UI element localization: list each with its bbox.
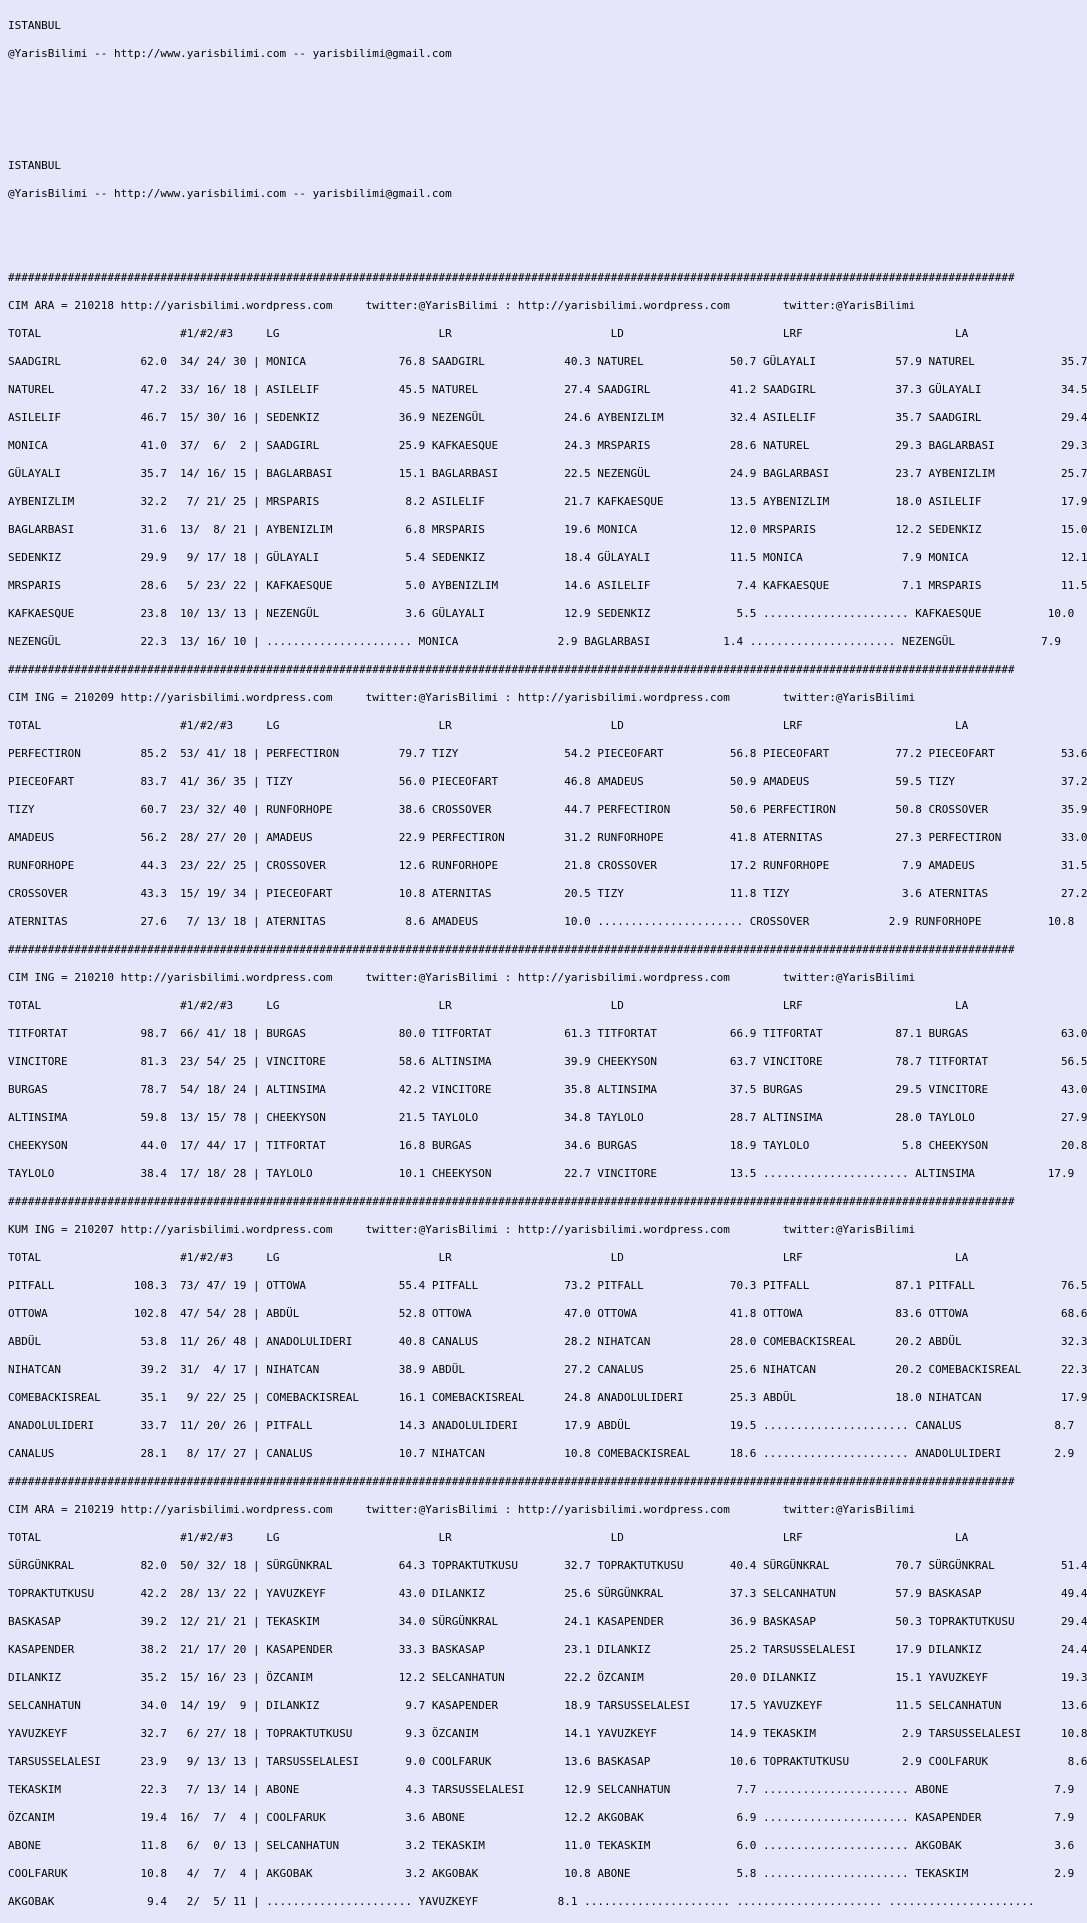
table-row: CHEEKYSON 44.0 17/ 44/ 17 | TITFORTAT 16.8 BURGAS 34.6 BURGAS 18.9 TAYLOLO 5.8 CHEEKYSON 20.8 — [8, 1139, 1087, 1152]
text-line: @YarisBilimi -- http://www.yarisbilimi.com -- yarisbilimi@gmail.com — [8, 47, 452, 60]
column-header: TOTAL #1/#2/#3 LG LR LD LRF LA — [8, 327, 969, 340]
race-header: KUM ING = 210207 http://yarisbilimi.wordpress.com twitter:@YarisBilimi : http://yarisbilimi.wordpress.com twitter:@YarisBilimi — [8, 1223, 916, 1236]
text-line: @YarisBilimi -- http://www.yarisbilimi.com -- yarisbilimi@gmail.com — [8, 187, 452, 200]
table-row: BAGLARBASI 31.6 13/ 8/ 21 | AYBENIZLIM 6.8 MRSPARIS 19.6 MONICA 12.0 MRSPARIS 12.2 SEDENKIZ 15.0 — [8, 523, 1087, 536]
table-row: GÜLAYALI 35.7 14/ 16/ 15 | BAGLARBASI 15.1 BAGLARBASI 22.5 NEZENGÜL 24.9 BAGLARBASI 23.7 AYBENIZLIM 25.7 — [8, 467, 1087, 480]
race-header: CIM ING = 210210 http://yarisbilimi.wordpress.com twitter:@YarisBilimi : http://yarisbilimi.wordpress.com twitter:@YarisBilimi — [8, 971, 916, 984]
separator-line: ######################################################################################################################################################## — [8, 663, 1015, 676]
text-line — [8, 103, 1073, 117]
table-row: AMADEUS 56.2 28/ 27/ 20 | AMADEUS 22.9 PERFECTIRON 31.2 RUNFORHOPE 41.8 ATERNITAS 27.3 PERFECTIRON 33.0 — [8, 831, 1087, 844]
table-row: KASAPENDER 38.2 21/ 17/ 20 | KASAPENDER 33.3 BASKASAP 23.1 DILANKIZ 25.2 TARSUSSELALESI 17.9 DILANKIZ 24.4 — [8, 1643, 1087, 1656]
table-row: RUNFORHOPE 44.3 23/ 22/ 25 | CROSSOVER 12.6 RUNFORHOPE 21.8 CROSSOVER 17.2 RUNFORHOPE 7.9 AMADEUS 31.5 — [8, 859, 1087, 872]
separator-line: ######################################################################################################################################################## — [8, 943, 1015, 956]
column-header: TOTAL #1/#2/#3 LG LR LD LRF LA — [8, 999, 969, 1012]
table-row: COMEBACKISREAL 35.1 9/ 22/ 25 | COMEBACKISREAL 16.1 COMEBACKISREAL 24.8 ANADOLULIDERI 25.3 ABDÜL 18.0 NIHATCAN 17.9 — [8, 1391, 1087, 1404]
text-line — [8, 131, 1073, 145]
table-row: MRSPARIS 28.6 5/ 23/ 22 | KAFKAESQUE 5.0 AYBENIZLIM 14.6 ASILELIF 7.4 KAFKAESQUE 7.1 MRSPARIS 11.5 — [8, 579, 1087, 592]
table-row: NATUREL 47.2 33/ 16/ 18 | ASILELIF 45.5 NATUREL 27.4 SAADGIRL 41.2 SAADGIRL 37.3 GÜLAYALI 34.5 — [8, 383, 1087, 396]
table-row: TIZY 60.7 23/ 32/ 40 | RUNFORHOPE 38.6 CROSSOVER 44.7 PERFECTIRON 50.6 PERFECTIRON 50.8 CROSSOVER 35.9 — [8, 803, 1087, 816]
separator-line: ######################################################################################################################################################## — [8, 1195, 1015, 1208]
table-row: KAFKAESQUE 23.8 10/ 13/ 13 | NEZENGÜL 3.6 GÜLAYALI 12.9 SEDENKIZ 5.5 ...................... KAFKAESQUE 10.0 — [8, 607, 1075, 620]
table-row: CROSSOVER 43.3 15/ 19/ 34 | PIECEOFART 10.8 ATERNITAS 20.5 TIZY 11.8 TIZY 3.6 ATERNITAS 27.2 — [8, 887, 1087, 900]
race-header: CIM ARA = 210219 http://yarisbilimi.wordpress.com twitter:@YarisBilimi : http://yarisbilimi.wordpress.com twitter:@YarisBilimi — [8, 1503, 916, 1516]
table-row: AYBENIZLIM 32.2 7/ 21/ 25 | MRSPARIS 8.2 ASILELIF 21.7 KAFKAESQUE 13.5 AYBENIZLIM 18.0 ASILELIF 17.9 — [8, 495, 1087, 508]
table-row: NIHATCAN 39.2 31/ 4/ 17 | NIHATCAN 38.9 ABDÜL 27.2 CANALUS 25.6 NIHATCAN 20.2 COMEBACKISREAL 22.3 — [8, 1363, 1087, 1376]
separator-line: ######################################################################################################################################################## — [8, 1475, 1015, 1488]
table-row: OTTOWA 102.8 47/ 54/ 28 | ABDÜL 52.8 OTTOWA 47.0 OTTOWA 41.8 OTTOWA 83.6 OTTOWA 68.6 — [8, 1307, 1087, 1320]
table-row: TITFORTAT 98.7 66/ 41/ 18 | BURGAS 80.0 TITFORTAT 61.3 TITFORTAT 66.9 TITFORTAT 87.1 BURGAS 63.0 — [8, 1027, 1087, 1040]
separator-line: ######################################################################################################################################################## — [8, 271, 1015, 284]
table-row: BASKASAP 39.2 12/ 21/ 21 | TEKASKIM 34.0 SÜRGÜNKRAL 24.1 KASAPENDER 36.9 BASKASAP 50.3 TOPRAKTUTKUSU 29.4 — [8, 1615, 1087, 1628]
table-row: MONICA 41.0 37/ 6/ 2 | SAADGIRL 25.9 KAFKAESQUE 24.3 MRSPARIS 28.6 NATUREL 29.3 BAGLARBASI 29.3 — [8, 439, 1087, 452]
text-line: ISTANBUL — [8, 19, 61, 32]
table-row: ALTINSIMA 59.8 13/ 15/ 78 | CHEEKYSON 21.5 TAYLOLO 34.8 TAYLOLO 28.7 ALTINSIMA 28.0 TAYLOLO 27.9 — [8, 1111, 1087, 1124]
table-row: SELCANHATUN 34.0 14/ 19/ 9 | DILANKIZ 9.7 KASAPENDER 18.9 TARSUSSELALESI 17.5 YAVUZKEYF 11.5 SELCANHATUN 13.6 — [8, 1699, 1087, 1712]
table-row: ABONE 11.8 6/ 0/ 13 | SELCANHATUN 3.2 TEKASKIM 11.0 TEKASKIM 6.0 ...................... AKGOBAK 3.6 — [8, 1839, 1075, 1852]
table-row: COOLFARUK 10.8 4/ 7/ 4 | AKGOBAK 3.2 AKGOBAK 10.8 ABONE 5.8 ...................... TEKASKIM 2.9 — [8, 1867, 1075, 1880]
table-row: ANADOLULIDERI 33.7 11/ 20/ 26 | PITFALL 14.3 ANADOLULIDERI 17.9 ABDÜL 19.5 ...................... CANALUS 8.7 — [8, 1419, 1075, 1432]
table-row: CANALUS 28.1 8/ 17/ 27 | CANALUS 10.7 NIHATCAN 10.8 COMEBACKISREAL 18.6 ...................... ANADOLULIDERI 2.9 — [8, 1447, 1075, 1460]
table-row: SÜRGÜNKRAL 82.0 50/ 32/ 18 | SÜRGÜNKRAL 64.3 TOPRAKTUTKUSU 32.7 TOPRAKTUTKUSU 40.4 SÜRGÜNKRAL 70.7 SÜRGÜNKRAL 51.4 — [8, 1559, 1087, 1572]
column-header: TOTAL #1/#2/#3 LG LR LD LRF LA — [8, 1251, 969, 1264]
column-header: TOTAL #1/#2/#3 LG LR LD LRF LA — [8, 1531, 969, 1544]
table-row: TARSUSSELALESI 23.9 9/ 13/ 13 | TARSUSSELALESI 9.0 COOLFARUK 13.6 BASKASAP 10.6 TOPRAKTUTKUSU 2.9 COOLFARUK 8.6 — [8, 1755, 1087, 1768]
table-row: TOPRAKTUTKUSU 42.2 28/ 13/ 22 | YAVUZKEYF 43.0 DILANKIZ 25.6 SÜRGÜNKRAL 37.3 SELCANHATUN 57.9 BASKASAP 49.4 — [8, 1587, 1087, 1600]
text-line — [8, 243, 1073, 257]
table-row: PERFECTIRON 85.2 53/ 41/ 18 | PERFECTIRON 79.7 TIZY 54.2 PIECEOFART 56.8 PIECEOFART 77.2 PIECEOFART 53.6 — [8, 747, 1087, 760]
table-row: BURGAS 78.7 54/ 18/ 24 | ALTINSIMA 42.2 VINCITORE 35.8 ALTINSIMA 37.5 BURGAS 29.5 VINCITORE 43.0 — [8, 1083, 1087, 1096]
table-row: AKGOBAK 9.4 2/ 5/ 11 | ...................... YAVUZKEYF 8.1 ...................... ...................... ...................... — [8, 1895, 1035, 1908]
table-row: SAADGIRL 62.0 34/ 24/ 30 | MONICA 76.8 SAADGIRL 40.3 NATUREL 50.7 GÜLAYALI 57.9 NATUREL 35.7 — [8, 355, 1087, 368]
table-row: ATERNITAS 27.6 7/ 13/ 18 | ATERNITAS 8.6 AMADEUS 10.0 ...................... CROSSOVER 2.9 RUNFORHOPE 10.8 — [8, 915, 1075, 928]
table-row: ASILELIF 46.7 15/ 30/ 16 | SEDENKIZ 36.9 NEZENGÜL 24.6 AYBENIZLIM 32.4 ASILELIF 35.7 SAADGIRL 29.4 — [8, 411, 1087, 424]
table-row: PIECEOFART 83.7 41/ 36/ 35 | TIZY 56.0 PIECEOFART 46.8 AMADEUS 50.9 AMADEUS 59.5 TIZY 37.2 — [8, 775, 1087, 788]
table-row: TAYLOLO 38.4 17/ 18/ 28 | TAYLOLO 10.1 CHEEKYSON 22.7 VINCITORE 13.5 ...................... ALTINSIMA 17.9 — [8, 1167, 1075, 1180]
table-row: NEZENGÜL 22.3 13/ 16/ 10 | ...................... MONICA 2.9 BAGLARBASI 1.4 ...................... NEZENGÜL 7.9 — [8, 635, 1061, 648]
text-line: ISTANBUL — [8, 159, 61, 172]
column-header: TOTAL #1/#2/#3 LG LR LD LRF LA — [8, 719, 969, 732]
race-header: CIM ING = 210209 http://yarisbilimi.wordpress.com twitter:@YarisBilimi : http://yarisbilimi.wordpress.com twitter:@YarisBilimi — [8, 691, 916, 704]
table-row: ABDÜL 53.8 11/ 26/ 48 | ANADOLULIDERI 40.8 CANALUS 28.2 NIHATCAN 28.0 COMEBACKISREAL 20.2 ABDÜL 32.3 — [8, 1335, 1087, 1348]
race-header: CIM ARA = 210218 http://yarisbilimi.wordpress.com twitter:@YarisBilimi : http://yarisbilimi.wordpress.com twitter:@YarisBilimi — [8, 299, 916, 312]
text-line — [8, 75, 1073, 89]
table-row: SEDENKIZ 29.9 9/ 17/ 18 | GÜLAYALI 5.4 SEDENKIZ 18.4 GÜLAYALI 11.5 MONICA 7.9 MONICA 12.1 — [8, 551, 1087, 564]
table-row: ÖZCANIM 19.4 16/ 7/ 4 | COOLFARUK 3.6 ABONE 12.2 AKGOBAK 6.9 ...................... KASAPENDER 7.9 — [8, 1811, 1075, 1824]
table-row: YAVUZKEYF 32.7 6/ 27/ 18 | TOPRAKTUTKUSU 9.3 ÖZCANIM 14.1 YAVUZKEYF 14.9 TEKASKIM 2.9 TARSUSSELALESI 10.8 — [8, 1727, 1087, 1740]
table-row: DILANKIZ 35.2 15/ 16/ 23 | ÖZCANIM 12.2 SELCANHATUN 22.2 ÖZCANIM 20.0 DILANKIZ 15.1 YAVUZKEYF 19.3 — [8, 1671, 1087, 1684]
table-row: PITFALL 108.3 73/ 47/ 19 | OTTOWA 55.4 PITFALL 73.2 PITFALL 70.3 PITFALL 87.1 PITFALL 76.5 — [8, 1279, 1087, 1292]
table-row: TEKASKIM 22.3 7/ 13/ 14 | ABONE 4.3 TARSUSSELALESI 12.9 SELCANHATUN 7.7 ...................... ABONE 7.9 — [8, 1783, 1075, 1796]
text-line — [8, 215, 1073, 229]
table-row: VINCITORE 81.3 23/ 54/ 25 | VINCITORE 58.6 ALTINSIMA 39.9 CHEEKYSON 63.7 VINCITORE 78.7 TITFORTAT 56.5 — [8, 1055, 1087, 1068]
